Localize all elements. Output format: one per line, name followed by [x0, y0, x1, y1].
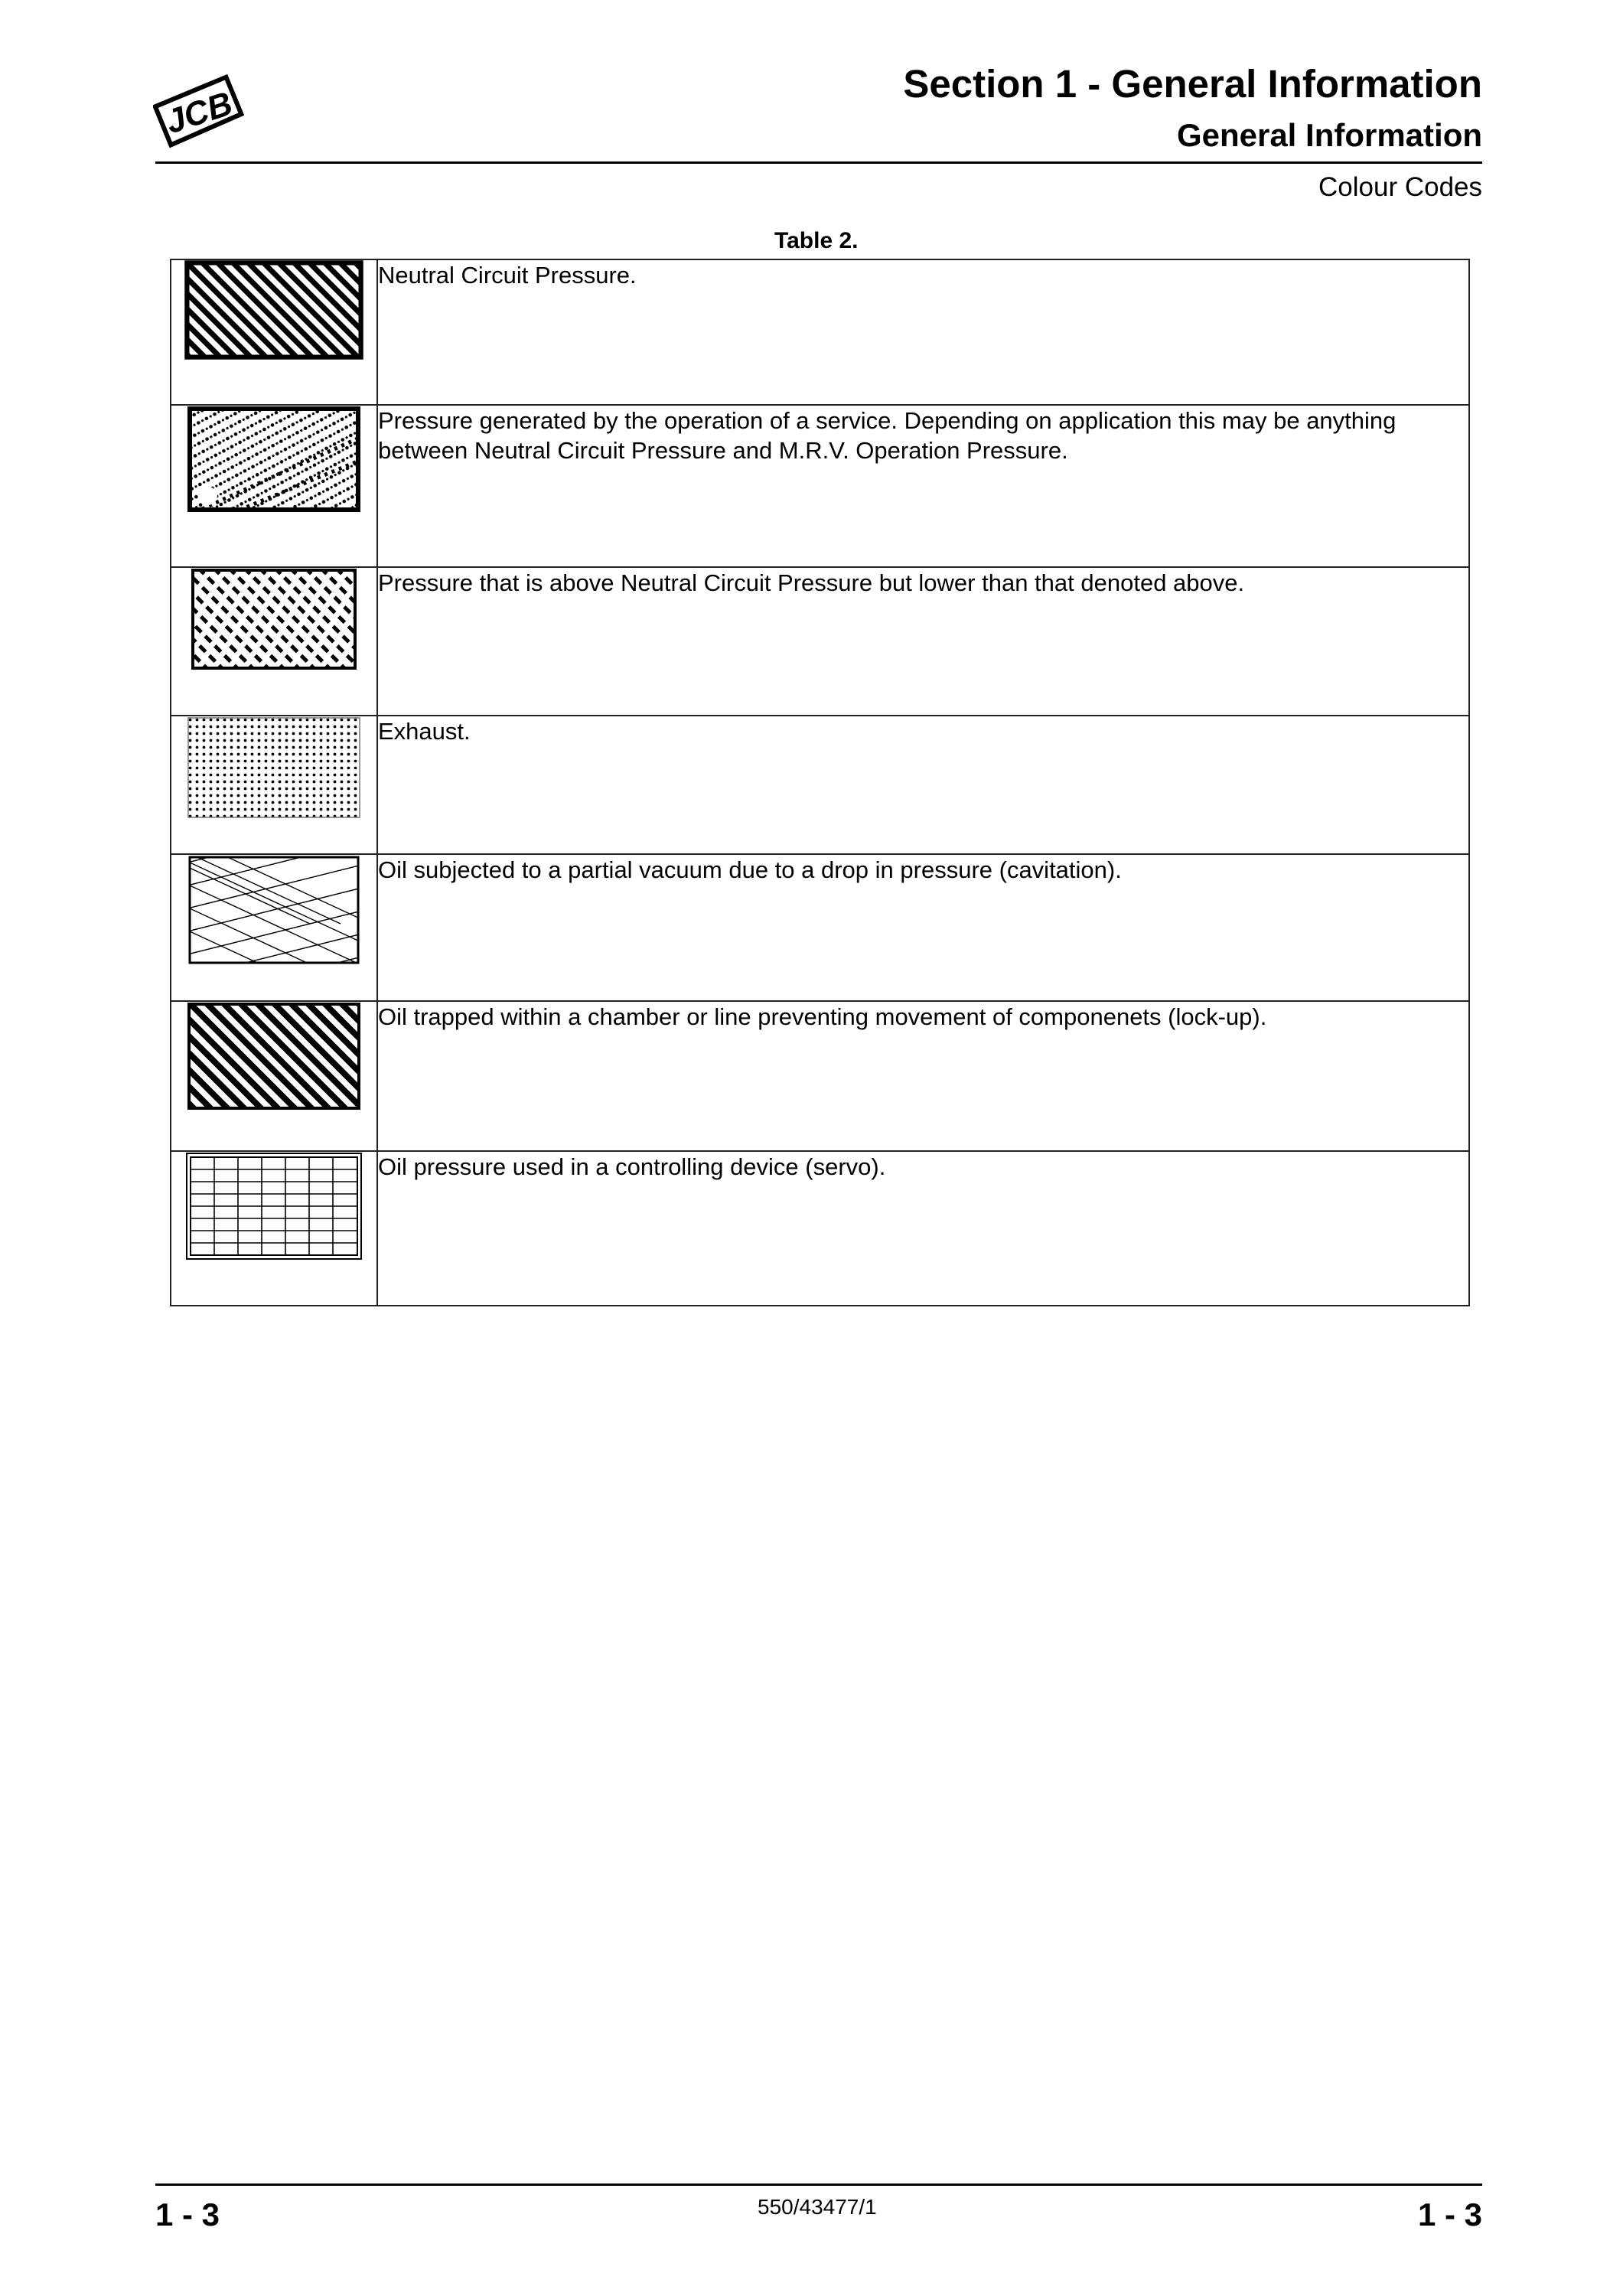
heavy-diagonal-hatch-icon: [187, 1002, 361, 1110]
table-row: [171, 405, 1469, 567]
topic-title: Colour Codes: [1318, 172, 1482, 202]
colour-codes-table: [170, 259, 1470, 1306]
description-cell: Exhaust.: [377, 716, 1469, 854]
page-number-left: 1 - 3: [155, 2197, 220, 2232]
description-cell: Oil pressure used in a controlling device (servo).: [377, 1151, 1469, 1306]
diagonal-dotted-icon: [187, 406, 361, 513]
table-caption: Table 2.: [774, 228, 859, 253]
jcb-logo: [153, 70, 245, 155]
description-cell: Pressure that is above Neutral Circuit Pressure but lower than that denoted above.: [377, 567, 1469, 716]
footer-divider: [155, 2183, 1482, 2186]
table-row: [171, 716, 1469, 854]
description-cell: Oil trapped within a chamber or line preventing movement of componenets (lock-up).: [377, 1001, 1469, 1151]
svg-text:JCB: JCB: [161, 84, 237, 142]
diagonal-dashed-icon: [191, 568, 357, 670]
header-divider: [155, 161, 1482, 164]
crosshatch-icon: [187, 855, 360, 965]
section-title: Section 1 - General Information: [903, 62, 1482, 106]
symbol-cell: [171, 854, 377, 1001]
document-code: 550/43477/1: [758, 2195, 877, 2219]
description-cell: Oil subjected to a partial vacuum due to a drop in pressure (cavitation).: [377, 854, 1469, 1001]
description-cell: Pressure generated by the operation of a service. Depending on application this may be anything between Neutral Circuit Pressure and M.R.V. Operation Pressure.: [377, 405, 1469, 567]
table-row: [171, 567, 1469, 716]
table-row: [171, 854, 1469, 1001]
page-number-right: 1 - 3: [1417, 2197, 1482, 2232]
symbol-cell: [171, 716, 377, 854]
subtitle: General Information: [1176, 117, 1482, 153]
symbol-cell: [171, 1151, 377, 1306]
diagonal-hatch-icon: [184, 260, 363, 360]
description-cell: Neutral Circuit Pressure.: [377, 259, 1469, 405]
table-row: [171, 1151, 1469, 1306]
dot-grid-icon: [187, 716, 361, 819]
table-row: [171, 259, 1469, 405]
symbol-cell: [171, 259, 377, 405]
table-row: [171, 1001, 1469, 1151]
symbol-cell: [171, 1001, 377, 1151]
symbol-cell: [171, 405, 377, 567]
square-grid-icon: [185, 1152, 363, 1261]
symbol-cell: [171, 567, 377, 716]
